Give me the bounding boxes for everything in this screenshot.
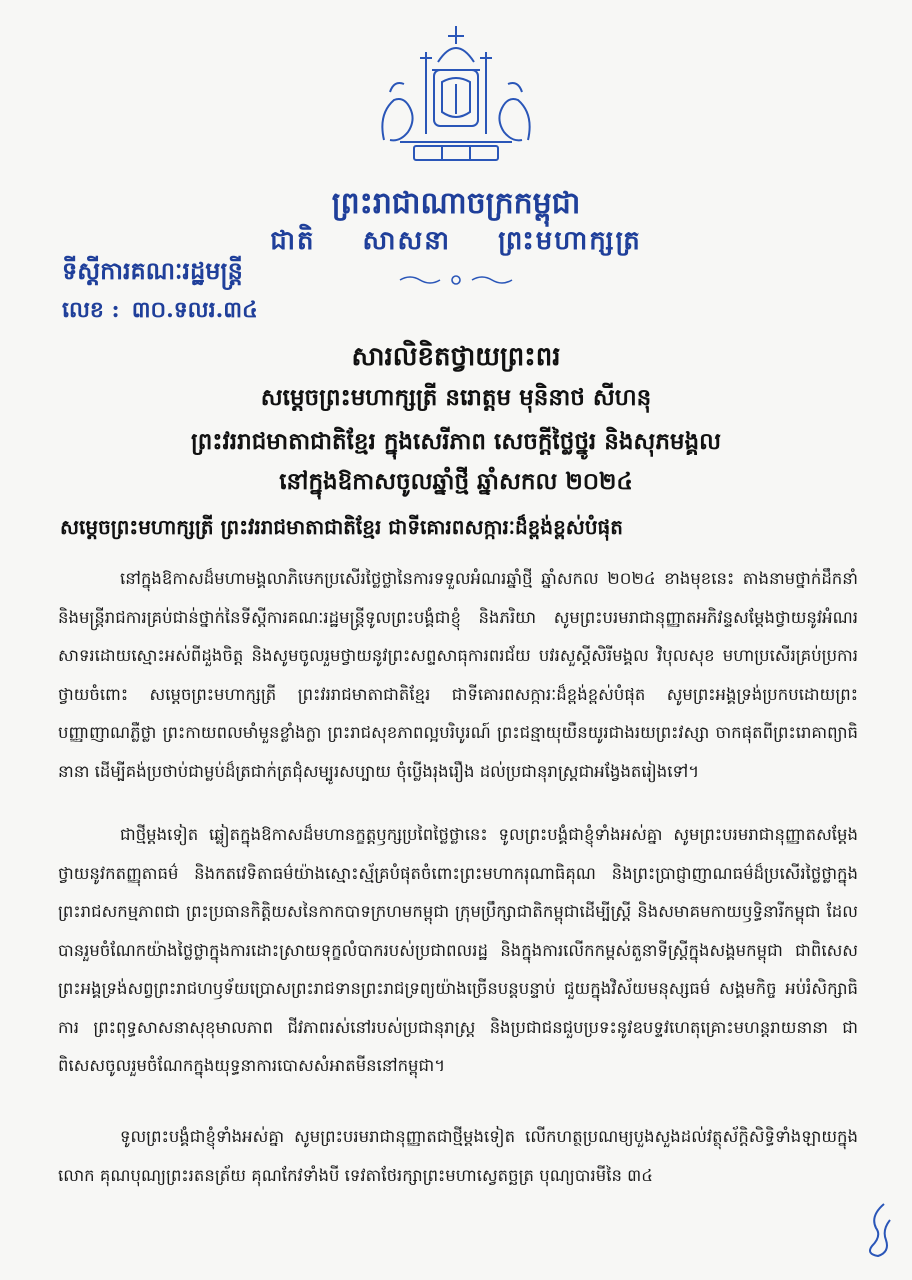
issuing-office: ទីស្តីការគណៈរដ្ឋមន្ត្រី (62, 256, 243, 285)
reference-number (62, 296, 258, 328)
body-paragraph-3: ទូលព្រះបង្គំជាខ្ញុំទាំងអស់គ្នា សូមព្រះបរមរាជានុញ្ញាតជាថ្មីម្តងទៀត លើកហត្ថប្រណម្យបួងសួងដល់វត្ថុស័ក្តិសិទ្ធិទាំងឡាយក្នុងលោក គុណបុណ្យព្រះរតនត្រ័យ គុណកែវទាំងបី ទេវតាថែរក្សាព្រះមហាស្វេតច្ឆត្រ បុណ្យបារមីនៃ ៣៤ (58, 1127, 858, 1185)
kingdom-heading: ព្រះរាជាណាចក្រកម្ពុជា (331, 186, 581, 221)
reference-label: លេខ : (62, 297, 120, 323)
letter-title: សារលិខិតថ្វាយព្រះពរ (351, 342, 561, 372)
ornament-divider-icon (396, 272, 516, 288)
initial-signature-icon (862, 1200, 896, 1260)
title-occasion: នៅក្នុងឱកាសចូលឆ្នាំថ្មី ឆ្នាំសកល ២០២៤ (279, 468, 633, 495)
reference-value: ៣០.ទលរ.៣៤ (131, 297, 258, 323)
salutation: សម្តេចព្រះមហាក្សត្រី ព្រះវររាជមាតាជាតិខ្មែរ ជាទីគោរពសក្ការៈដ៏ខ្ពង់ខ្ពស់បំផុត (60, 515, 623, 539)
royal-coat-of-arms-icon (360, 22, 552, 172)
body-paragraph-2: ជាថ្មីម្តងទៀត ឆ្លៀតក្នុងឱកាសដ៏មហានក្ខត្តឫក្សប្រពៃថ្លៃថ្លានេះ ទូលព្រះបង្គំជាខ្ញុំទាំងអស់គ្នា សូមព្រះបរមរាជានុញ្ញាតសម្តែងថ្វាយនូវកតញ្ញុតាធម៌ និងកតវេទិតាធម៌យ៉ាងស្មោះស្ម័គ្របំផុតចំពោះព្រះមហាករុណាធិគុណ និងព្រះប្រាជ្ញាញាណធម៌ដ៏ប្រសើរថ្លៃថ្លាក្នុងព្រះរាជសកម្មភាពជា ព្រះប្រធានកិត្តិយសនៃកាកបាទក្រហមកម្ពុជា ក្រុមប្រឹក្សាជាតិកម្ពុជាដើម្បីស្ត្រី និងសមាគមកាយឫទ្ធិនារីកម្ពុជា ដែលបានរួមចំណែកយ៉ាងថ្លៃថ្លាក្នុងការដោះស្រាយទុក្ខលំបាករបស់ប្រជាពលរដ្ឋ និងក្នុងការលើកកម្ពស់តួនាទីស្ត្រីក្នុងសង្គមកម្ពុជា ជាពិសេសព្រះអង្គទ្រង់សព្វព្រះរាជហឫទ័យប្រោសព្រះរាជទានព្រះរាជទ្រព្យយ៉ាងច្រើនបន្តបន្ទាប់ ជួយក្នុងវិស័យមនុស្សធម៌ សង្គមកិច្ច អប់រំសិក្សាធិការ ព្រះពុទ្ធសាសនាសុខុមាលភាព ជីវភាពរស់នៅរបស់ប្រជានុរាស្ត្រ និងប្រជាជនជួបប្រទះនូវឧបទ្ទវហេតុគ្រោះមហន្តរាយនានា ជាពិសេសចូលរួមចំណែកក្នុងយុទ្ធនាការបោសសំអាតមីននៅកម្ពុជា។ (58, 825, 858, 1075)
motto-religion: សាសនា (362, 226, 452, 256)
motto-nation: ជាតិ (270, 226, 316, 256)
title-recipient: សម្តេចព្រះមហាក្សត្រី នរោត្តម មុនិនាថ សីហនុ (260, 384, 652, 411)
title-recipient-honorific: ព្រះវររាជមាតាជាតិខ្មែរ ក្នុងសេរីភាព សេចក្តីថ្លៃថ្នូរ និងសុភមង្គល (190, 428, 722, 455)
body-paragraph-1: នៅក្នុងឱកាសដ៏មហាមង្គលាភិឞេកប្រសើរថ្លៃថ្លានៃការទទួលអំណរឆ្នាំថ្មី ឆ្នាំសកល ២០២៤ ខាងមុខនេះ តាងនាមថ្នាក់ដឹកនាំនិងមន្ត្រីរាជការគ្រប់ជាន់ថ្នាក់នៃទីស្តីការគណៈរដ្ឋមន្ត្រីទូលព្រះបង្គំជាខ្ញុំ និងភរិយា សូមព្រះបរមរាជានុញ្ញាតអភិវន្ទសម្តែងថ្វាយនូវអំណរសាទរដោយស្មោះអស់ពីដួងចិត្ត និងសូមចូលរួមថ្វាយនូវព្រះសព្ទសាធុការពរជ័យ បវរសួស្តីសិរីមង្គល វិបុលសុខ មហាប្រសើរគ្រប់ប្រការថ្វាយចំពោះ សម្តេចព្រះមហាក្សត្រី ព្រះវររាជមាតាជាតិខ្មែរ ជាទីគោរពសក្ការៈដ៏ខ្ពង់ខ្ពស់បំផុត សូមព្រះអង្គទ្រង់ប្រកបដោយព្រះបញ្ញាញាណភ្លឺថ្លា ព្រះកាយពលមាំមួនខ្លាំងក្លា ព្រះរាជសុខភាពល្អបរិបូរណ៍ ព្រះជន្មាយុយឺនយូរជាងរយព្រះវស្សា ចាកផុតពីព្រះរោគាព្យាធិនានា ដើម្បីគង់ប្រថាប់ជាម្លប់ដ៏ត្រជាក់ត្រជុំសម្បូរសប្បាយ ចុំប្លើងរុងរឿង ដល់ប្រជានុរាស្ត្រជាអង្វែងតរៀងទៅ។ (58, 569, 858, 781)
motto-king: ព្រះមហាក្សត្រ (498, 226, 642, 256)
